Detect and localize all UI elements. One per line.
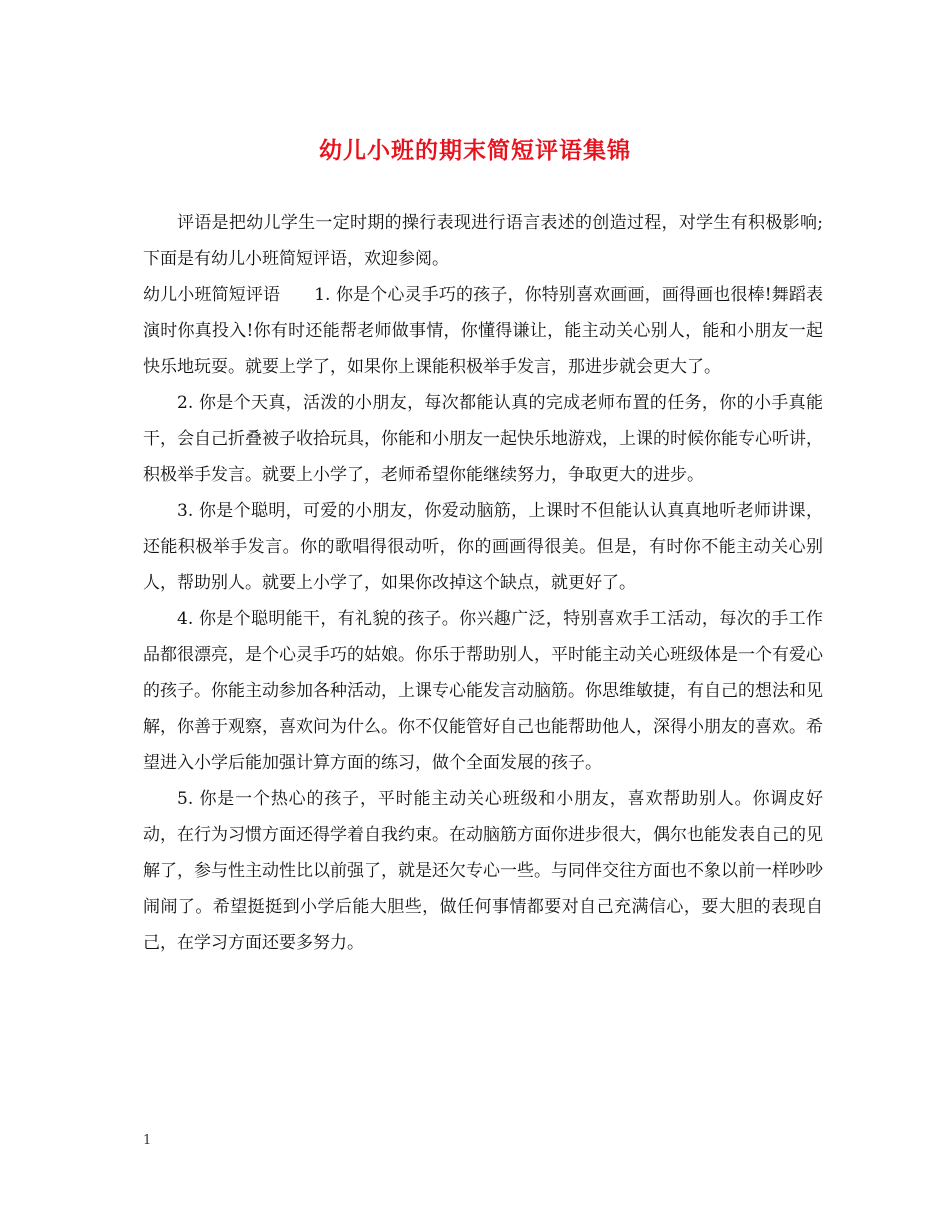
comment-item-1: [143, 277, 823, 385]
comment-item-2: 2. 你是个天真，活泼的小朋友，每次都能认真的完成老师布置的任务，你的小手真能干，会自己折叠被子收拾玩具，你能和小朋友一起快乐地游戏，上课的时候你能专心听讲，积极举手发言。就要上小学了，老师希望你能继续努力，争取更大的进步。: [143, 393, 823, 485]
comment-item-5: 5. 你是一个热心的孩子，平时能主动关心班级和小朋友，喜欢帮助别人。你调皮好动，在行为习惯方面还得学着自我约束。在动脑筋方面你进步很大，偶尔也能发表自己的见解了，参与性主动性比以前强了，就是还欠专心一些。与同伴交往方面也不象以前一样吵吵闹闹了。希望挺挺到小学后能大胆些，做任何事情都要对自己充满信心，要大胆的表现自己，在学习方面还要多努力。: [143, 789, 823, 953]
page-number: 1: [143, 1133, 152, 1148]
document-title: 幼儿小班的期末简短评语集锦: [319, 138, 631, 164]
document-body: [143, 205, 823, 961]
section-heading: 幼儿小班简短评语: [143, 285, 281, 305]
comment-item-4: 4. 你是个聪明能干，有礼貌的孩子。你兴趣广泛，特别喜欢手工活动，每次的手工作品都很漂亮，是个心灵手巧的姑娘。你乐于帮助别人，平时能主动关心班级体是一个有爱心的孩子。你能主动参加各种活动，上课专心能发言动脑筋。你思维敏捷，有自己的想法和见解，你善于观察，喜欢问为什么。你不仅能管好自己也能帮助他人，深得小朋友的喜欢。希望进入小学后能加强计算方面的练习，做个全面发展的孩子。: [143, 609, 823, 773]
intro-paragraph: 评语是把幼儿学生一定时期的操行表现进行语言表述的创造过程，对学生有积极影响;下面是有幼儿小班简短评语，欢迎参阅。: [143, 213, 823, 269]
comment-item-1-text: 1. 你是个心灵手巧的孩子，你特别喜欢画画，画得画也很棒!舞蹈表演时你真投入!你有时还能帮老师做事情，你懂得谦让，能主动关心别人，能和小朋友一起快乐地玩耍。就要上学了，如果你上课能积极举手发言，那进步就会更大了。: [143, 285, 823, 377]
comment-item-3: 3. 你是个聪明，可爱的小朋友，你爱动脑筋，上课时不但能认认真真地听老师讲课，还能积极举手发言。你的歌唱得很动听，你的画画得很美。但是，有时你不能主动关心别人，帮助别人。就要上小学了，如果你改掉这个缺点，就更好了。: [143, 501, 823, 593]
